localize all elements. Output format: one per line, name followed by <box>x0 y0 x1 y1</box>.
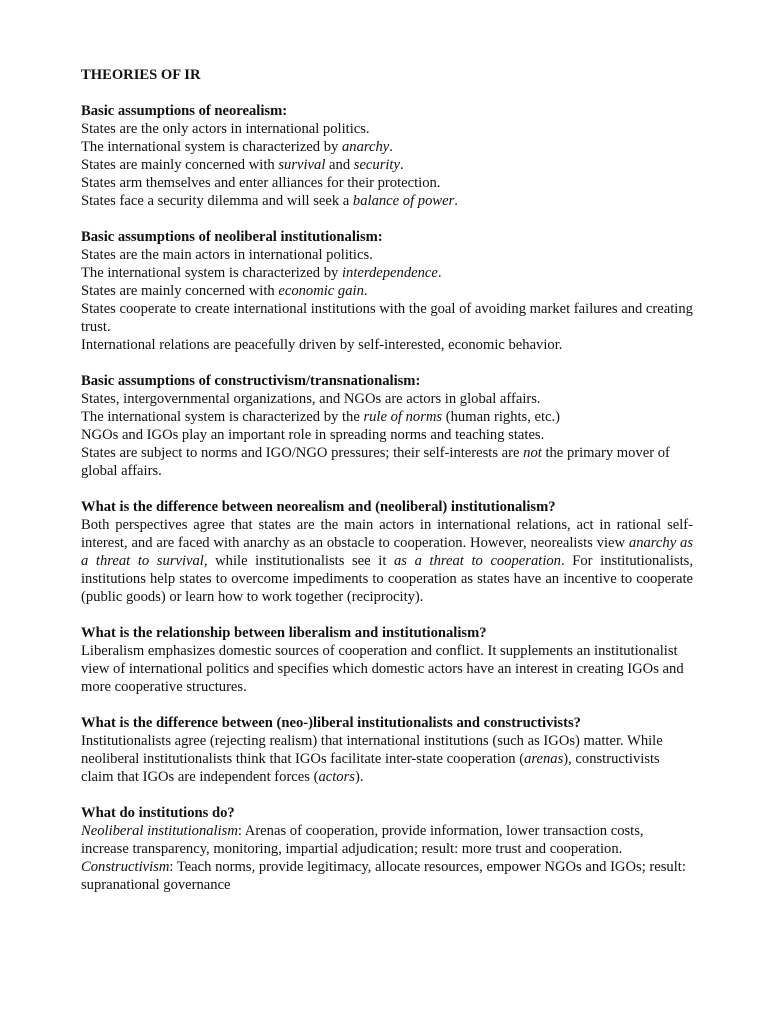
italic-term: security <box>353 157 400 173</box>
italic-term: as a threat to cooperation <box>394 553 561 569</box>
text-run: . <box>399 157 404 173</box>
document-title: THEORIES OF IR <box>81 67 201 83</box>
answer-paragraph-3 <box>81 732 693 786</box>
answer-paragraph-1 <box>81 516 693 606</box>
text-run: . <box>437 265 442 281</box>
question-heading-3: What is the difference between (neo-)liberal institutionalists and constructivists? <box>81 715 581 731</box>
neorealism-line-2 <box>81 138 693 156</box>
question-heading-1: What is the difference between neorealism and (neoliberal) institutionalism? <box>81 499 556 515</box>
constructivism-line-2 <box>81 408 693 426</box>
italic-term: Constructivism <box>81 859 170 875</box>
text-run: States face a security dilemma and will seek a <box>81 193 353 209</box>
italic-term: anarchy as a threat to survival <box>81 535 694 569</box>
question-heading-2: What is the relationship between liberalism and institutionalism? <box>81 625 487 641</box>
neorealism-line-4: States arm themselves and enter alliances for their protection. <box>81 175 441 191</box>
italic-term: not <box>523 445 542 461</box>
text-run: Institutionalists agree (rejecting realism) that international institutions (such as IGOs) matter. While neoliberal institutionalists think that IGOs facilitate inter-state cooperation ( <box>81 733 663 767</box>
text-run: States are subject to norms and IGO/NGO pressures; their self-interests are <box>81 445 524 461</box>
section-heading-neorealism: Basic assumptions of neorealism: <box>81 103 288 119</box>
text-run: The international system is characterized by the <box>81 409 364 425</box>
italic-term: economic gain <box>278 283 364 299</box>
text-run: the primary mover of global affairs. <box>81 445 670 479</box>
text-run: , while institutionalists see it <box>203 553 394 569</box>
section-constructivism <box>81 372 693 480</box>
text-run: The international system is characterized by <box>81 139 342 155</box>
section-q-liberalism-institutionalism <box>81 624 693 696</box>
section-heading-neoliberal: Basic assumptions of neoliberal institutionalism: <box>81 229 383 245</box>
text-run: States are mainly concerned with <box>81 157 279 173</box>
constructivism-line-3: NGOs and IGOs play an important role in spreading norms and teaching states. <box>81 427 545 443</box>
section-heading-constructivism: Basic assumptions of constructivism/transnationalism: <box>81 373 421 389</box>
section-neoliberal <box>81 228 693 354</box>
constructivism-line-4 <box>81 444 693 480</box>
section-q-what-institutions-do <box>81 804 693 894</box>
italic-term: interdependence <box>341 265 438 281</box>
neorealism-line-3 <box>81 156 693 174</box>
italic-term: balance of power <box>352 193 455 209</box>
answer-paragraph-4-constructivism <box>81 858 693 894</box>
italic-term: Neoliberal institutionalism <box>81 823 238 839</box>
answer-paragraph-4-neoliberal <box>81 822 693 858</box>
italic-term: survival <box>278 157 326 173</box>
neoliberal-line-4: States cooperate to create international institutions with the goal of avoiding market failures and creating trust. <box>81 301 693 335</box>
neorealism-line-1: States are the only actors in international politics. <box>81 121 370 137</box>
question-heading-4: What do institutions do? <box>81 805 235 821</box>
italic-term: rule of norms <box>363 409 443 425</box>
text-run: Both perspectives agree that states are the main actors in international relations, act in rational self-interest, and are faced with anarchy as an obstacle to cooperation. However, neorealists view <box>81 517 693 551</box>
neoliberal-line-1: States are the main actors in international politics. <box>81 247 373 263</box>
neoliberal-line-5: International relations are peacefully driven by self-interested, economic behavior. <box>81 337 563 353</box>
neoliberal-line-3 <box>81 282 693 300</box>
text-run: . <box>389 139 393 155</box>
italic-term: arenas <box>524 751 564 767</box>
text-run: . <box>454 193 458 209</box>
text-run: ), constructivists claim that IGOs are independent forces ( <box>81 751 660 785</box>
document-content <box>81 66 693 912</box>
text-run: : Teach norms, provide legitimacy, allocate resources, empower NGOs and IGOs; result: supranational governance <box>81 859 686 893</box>
text-run: States are mainly concerned with <box>81 283 279 299</box>
neoliberal-line-2 <box>81 264 693 282</box>
text-run: (human rights, etc.) <box>442 409 561 425</box>
text-run: The international system is characterized by <box>81 265 342 281</box>
text-run: . For institutionalists, institutions help states to overcome impediments to cooperation as states have an incentive to cooperate (public goods) or learn how to work together (reciprocity). <box>81 553 693 605</box>
constructivism-line-1: States, intergovernmental organizations, and NGOs are actors in global affairs. <box>81 391 541 407</box>
section-q-institutionalists-vs-constructivists <box>81 714 693 786</box>
text-run: ). <box>354 769 364 785</box>
answer-paragraph-2: Liberalism emphasizes domestic sources of cooperation and conflict. It supplements an institutionalist view of international politics and specifies which domestic actors have an interest in creating IGOs and more cooperative structures. <box>81 643 684 695</box>
text-run: . <box>363 283 368 299</box>
section-neorealism <box>81 102 693 210</box>
section-q-neorealism-vs-institutionalism <box>81 498 693 606</box>
neorealism-line-5 <box>81 192 693 210</box>
text-run: : Arenas of cooperation, provide information, lower transaction costs, increase transparency, monitoring, impartial adjudication; result: more trust and cooperation. <box>81 823 644 857</box>
italic-term: actors <box>318 769 355 785</box>
text-run: and <box>325 157 354 173</box>
italic-term: anarchy <box>341 139 390 155</box>
